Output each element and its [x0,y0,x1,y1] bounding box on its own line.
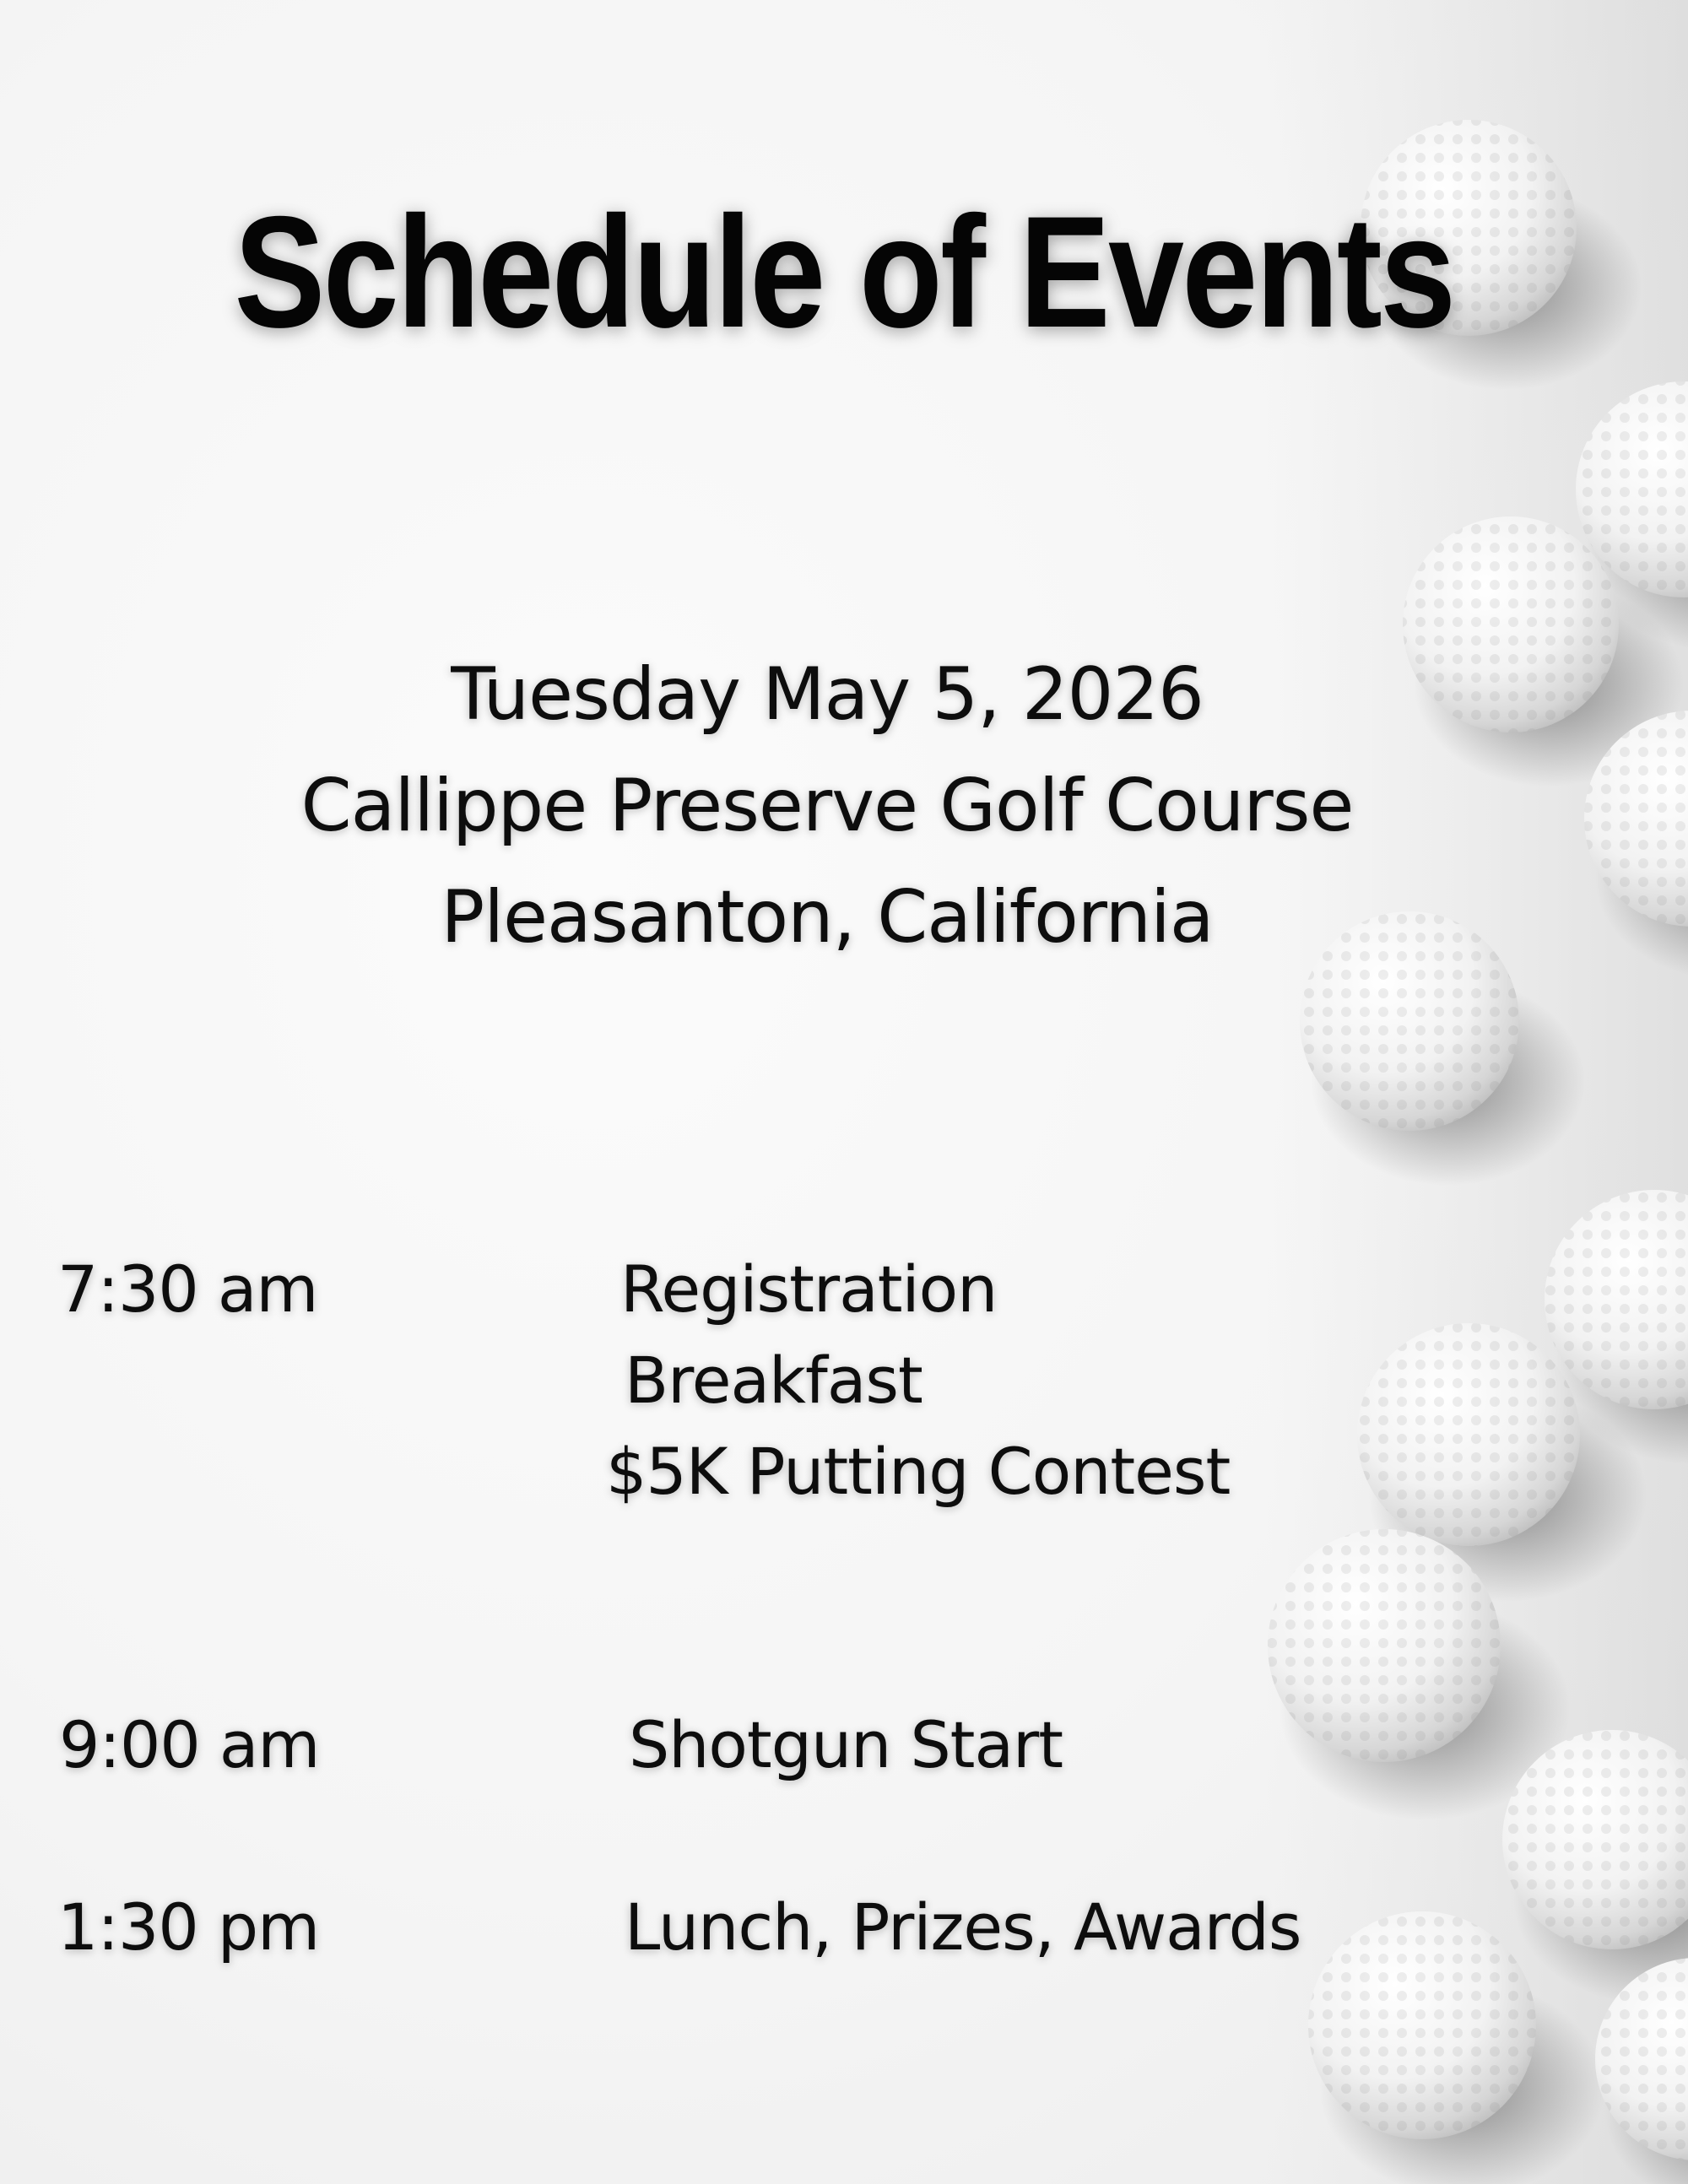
schedule-item: $5K Putting Contest [606,1434,1231,1509]
schedule-item: Registration [620,1251,998,1327]
event-date: Tuesday May 5, 2026 [451,652,1204,737]
event-location: Pleasanton, California [441,875,1214,960]
schedule-time: 9:00 am [59,1707,320,1782]
schedule-item: Shotgun Start [629,1707,1063,1782]
schedule-item: Lunch, Prizes, Awards [625,1889,1301,1965]
schedule-time: 1:30 pm [57,1889,320,1965]
schedule-item: Breakfast [625,1343,922,1418]
golf-ball-dimples [1308,1911,1536,2139]
schedule-time: 7:30 am [57,1251,318,1327]
event-venue: Callippe Preserve Golf Course [300,764,1354,848]
page-title: Schedule of Events [234,183,1454,360]
golf-ball-dimples [1357,1323,1580,1546]
golf-ball-dimples [1268,1529,1501,1762]
